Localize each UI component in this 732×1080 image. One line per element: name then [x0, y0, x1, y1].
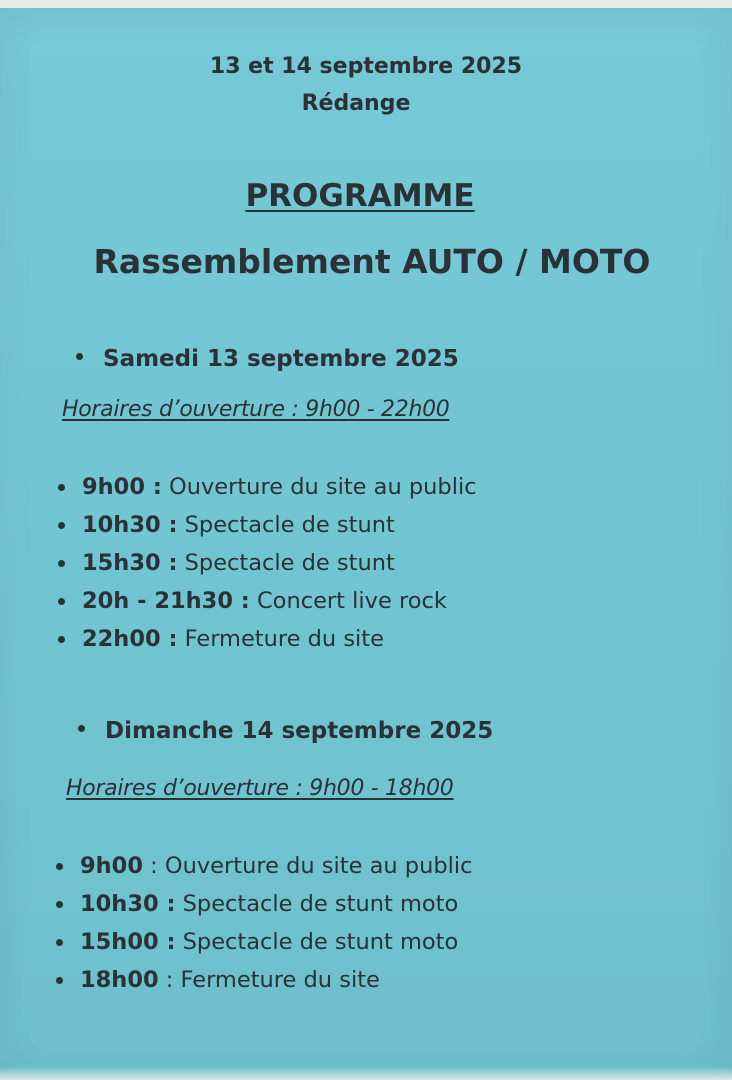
schedule-list-sunday	[56, 847, 472, 999]
bullet-icon	[78, 725, 85, 732]
schedule-list-saturday	[58, 468, 477, 658]
event-place: Rédange	[301, 91, 411, 116]
item-text: Concert live rock	[249, 588, 447, 614]
list-item	[56, 961, 472, 999]
list-item	[58, 582, 477, 620]
day-heading-text: Samedi 13 septembre 2025	[103, 346, 459, 372]
bullet-icon	[58, 598, 65, 605]
item-time: 18h00	[80, 967, 159, 993]
item-time: 10h30 :	[80, 891, 176, 917]
item-text: Fermeture du site	[177, 626, 384, 652]
list-item	[58, 468, 477, 506]
item-text: Spectacle de stunt	[177, 512, 395, 538]
item-time: 22h00 :	[82, 626, 178, 652]
item-text: : Ouverture du site au public	[143, 853, 473, 879]
opening-hours-sunday: Horaires d’ouverture : 9h00 - 18h00	[66, 776, 454, 801]
bullet-icon	[56, 901, 63, 908]
bullet-icon	[56, 939, 63, 946]
bullet-icon	[56, 977, 63, 984]
event-title: Rassemblement AUTO / MOTO	[93, 242, 651, 281]
item-time: 10h30 :	[82, 512, 178, 538]
list-item	[58, 544, 477, 582]
bullet-icon	[58, 522, 65, 529]
bullet-icon	[58, 636, 65, 643]
item-text: Ouverture du site au public	[161, 474, 477, 500]
list-item	[56, 885, 472, 923]
event-date: 13 et 14 septembre 2025	[209, 54, 523, 79]
bullet-icon	[58, 484, 65, 491]
item-text: : Fermeture du site	[158, 967, 380, 993]
item-text: Spectacle de stunt	[177, 550, 395, 576]
item-time: 9h00	[80, 853, 143, 879]
day-heading-text: Dimanche 14 septembre 2025	[105, 718, 494, 744]
item-time: 15h30 :	[82, 550, 178, 576]
item-time: 20h - 21h30 :	[82, 588, 250, 614]
list-item	[56, 847, 472, 885]
item-time: 9h00 :	[82, 474, 162, 500]
bullet-icon	[58, 560, 65, 567]
bullet-icon	[76, 353, 83, 360]
list-item	[56, 923, 472, 961]
item-time: 15h00 :	[80, 929, 176, 955]
opening-hours-saturday: Horaires d’ouverture : 9h00 - 22h00	[62, 397, 450, 422]
day-heading-sunday	[78, 718, 493, 744]
item-text: Spectacle de stunt moto	[175, 929, 459, 955]
list-item	[58, 620, 477, 658]
program-title: PROGRAMME	[245, 178, 475, 214]
list-item	[58, 506, 477, 544]
flyer-sheet	[0, 8, 732, 1080]
day-heading-saturday	[76, 346, 459, 372]
bullet-icon	[56, 863, 63, 870]
item-text: Spectacle de stunt moto	[175, 891, 459, 917]
